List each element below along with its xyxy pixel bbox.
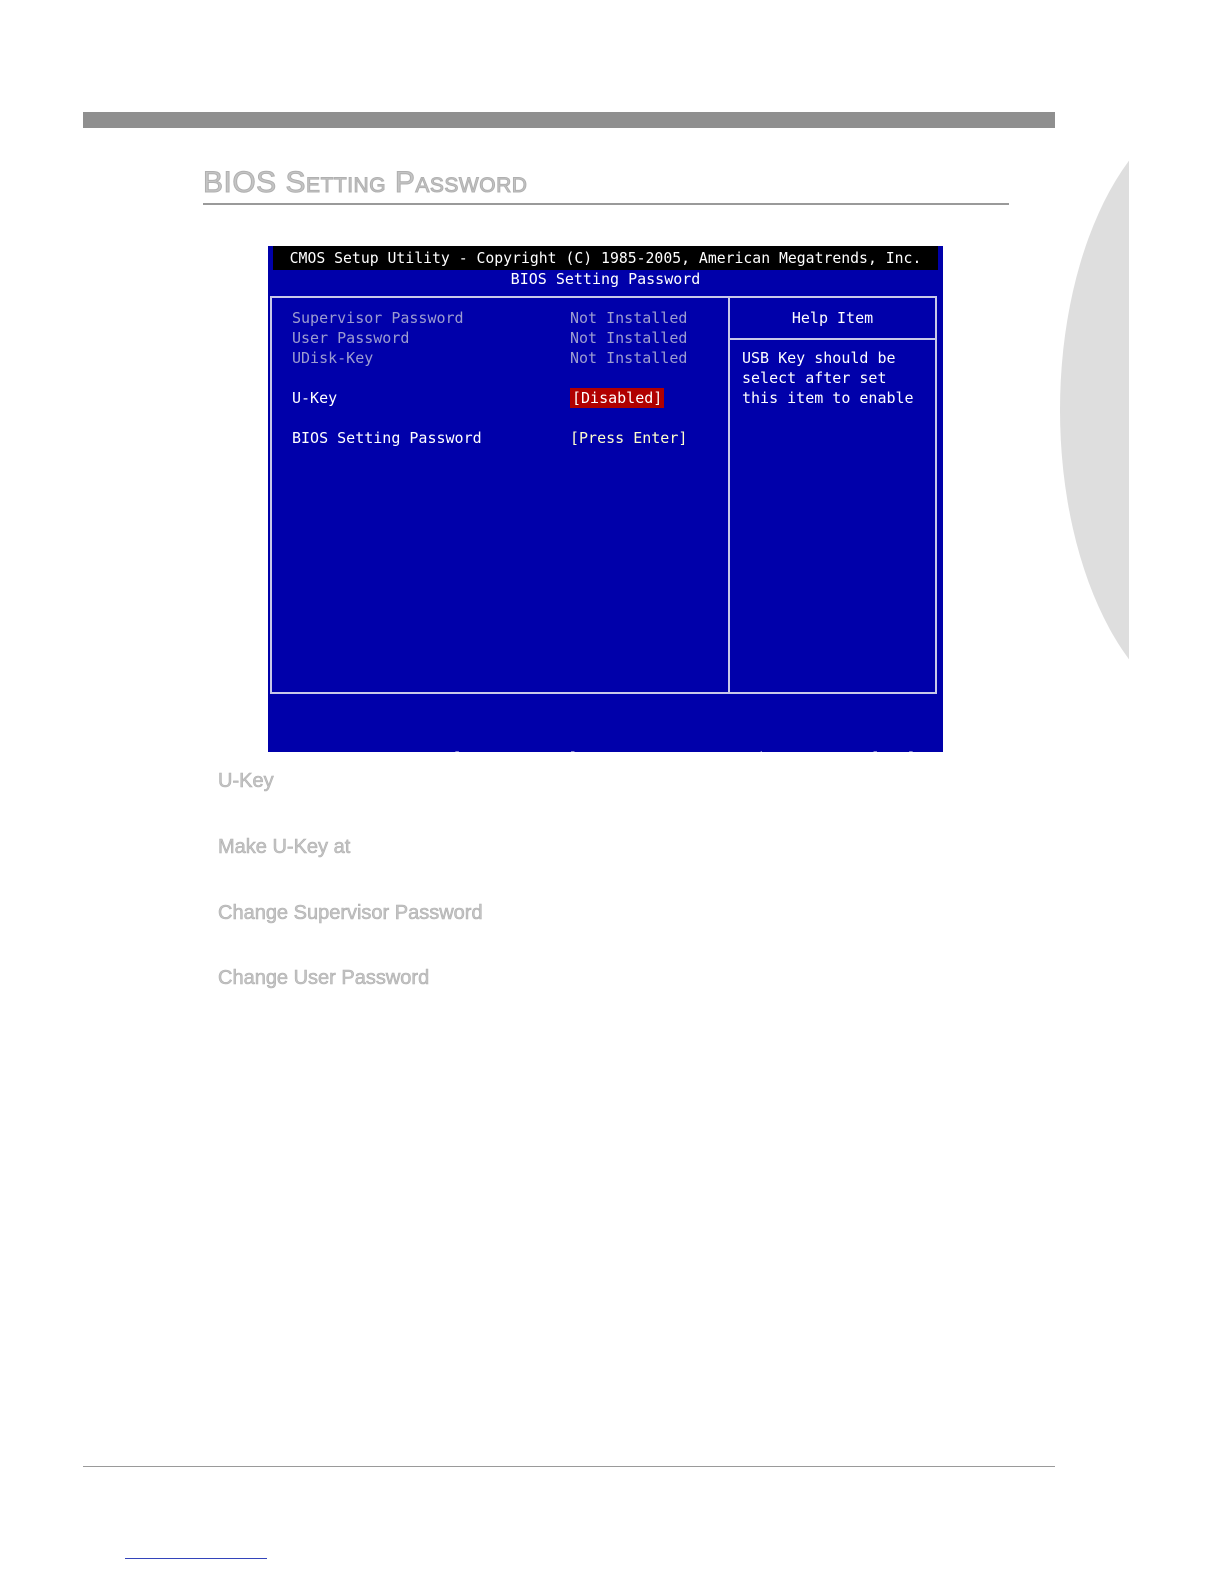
udisk-key-label: UDisk-Key	[292, 349, 374, 367]
desc-u-key: U-Key	[218, 770, 274, 792]
bios-page-title: BIOS Setting Password	[510, 270, 701, 288]
title-underline	[203, 203, 1009, 205]
footer-keys-line2: F4:CPU Spec F5:Memory-Z F8:Fail-Safe Defaults F6:Optimized Defaults	[285, 809, 926, 827]
section-title	[203, 166, 527, 200]
footer-keys-line1: ↑↓←→:Move Enter:Select +/-/:Value F10:Save ESC:Exit F1:General Help	[285, 749, 926, 767]
desc-change-user-password: Change User Password	[218, 967, 430, 989]
desc-change-supervisor-password: Change Supervisor Password	[218, 902, 483, 924]
bios-header	[268, 246, 943, 293]
supervisor-password-label: Supervisor Password	[292, 309, 464, 327]
section-title-part2: Setting	[285, 166, 387, 199]
desc-make-u-key: Make U-Key at	[218, 836, 351, 858]
margin-mask	[1129, 0, 1224, 1584]
help-title: Help Item	[791, 309, 874, 327]
section-title-part1: BIOS	[203, 166, 277, 199]
supervisor-password-value: Not Installed	[570, 309, 688, 327]
u-key-label: U-Key	[292, 389, 338, 407]
footer-rule	[83, 1466, 1055, 1467]
bios-copyright: CMOS Setup Utility - Copyright (C) 1985-2005, American Megatrends, Inc.	[273, 246, 938, 270]
user-password-label: User Password	[292, 329, 410, 347]
help-divider	[728, 298, 730, 692]
header-bar	[83, 112, 1055, 128]
section-title-part3: Password	[394, 166, 528, 199]
bios-setting-password-label: BIOS Setting Password	[292, 429, 482, 447]
page-link-underline	[125, 1558, 267, 1559]
bios-footer	[268, 708, 943, 868]
help-text: USB Key should be select after set this item to enable	[742, 349, 914, 407]
help-title-rule	[730, 338, 935, 340]
bios-main-frame	[270, 296, 937, 694]
bios-screenshot	[268, 246, 943, 827]
udisk-key-value: Not Installed	[570, 349, 688, 367]
user-password-value: Not Installed	[570, 329, 688, 347]
u-key-value[interactable]: [Disabled]	[572, 389, 663, 407]
bios-setting-password-value[interactable]: [Press Enter]	[570, 429, 688, 447]
